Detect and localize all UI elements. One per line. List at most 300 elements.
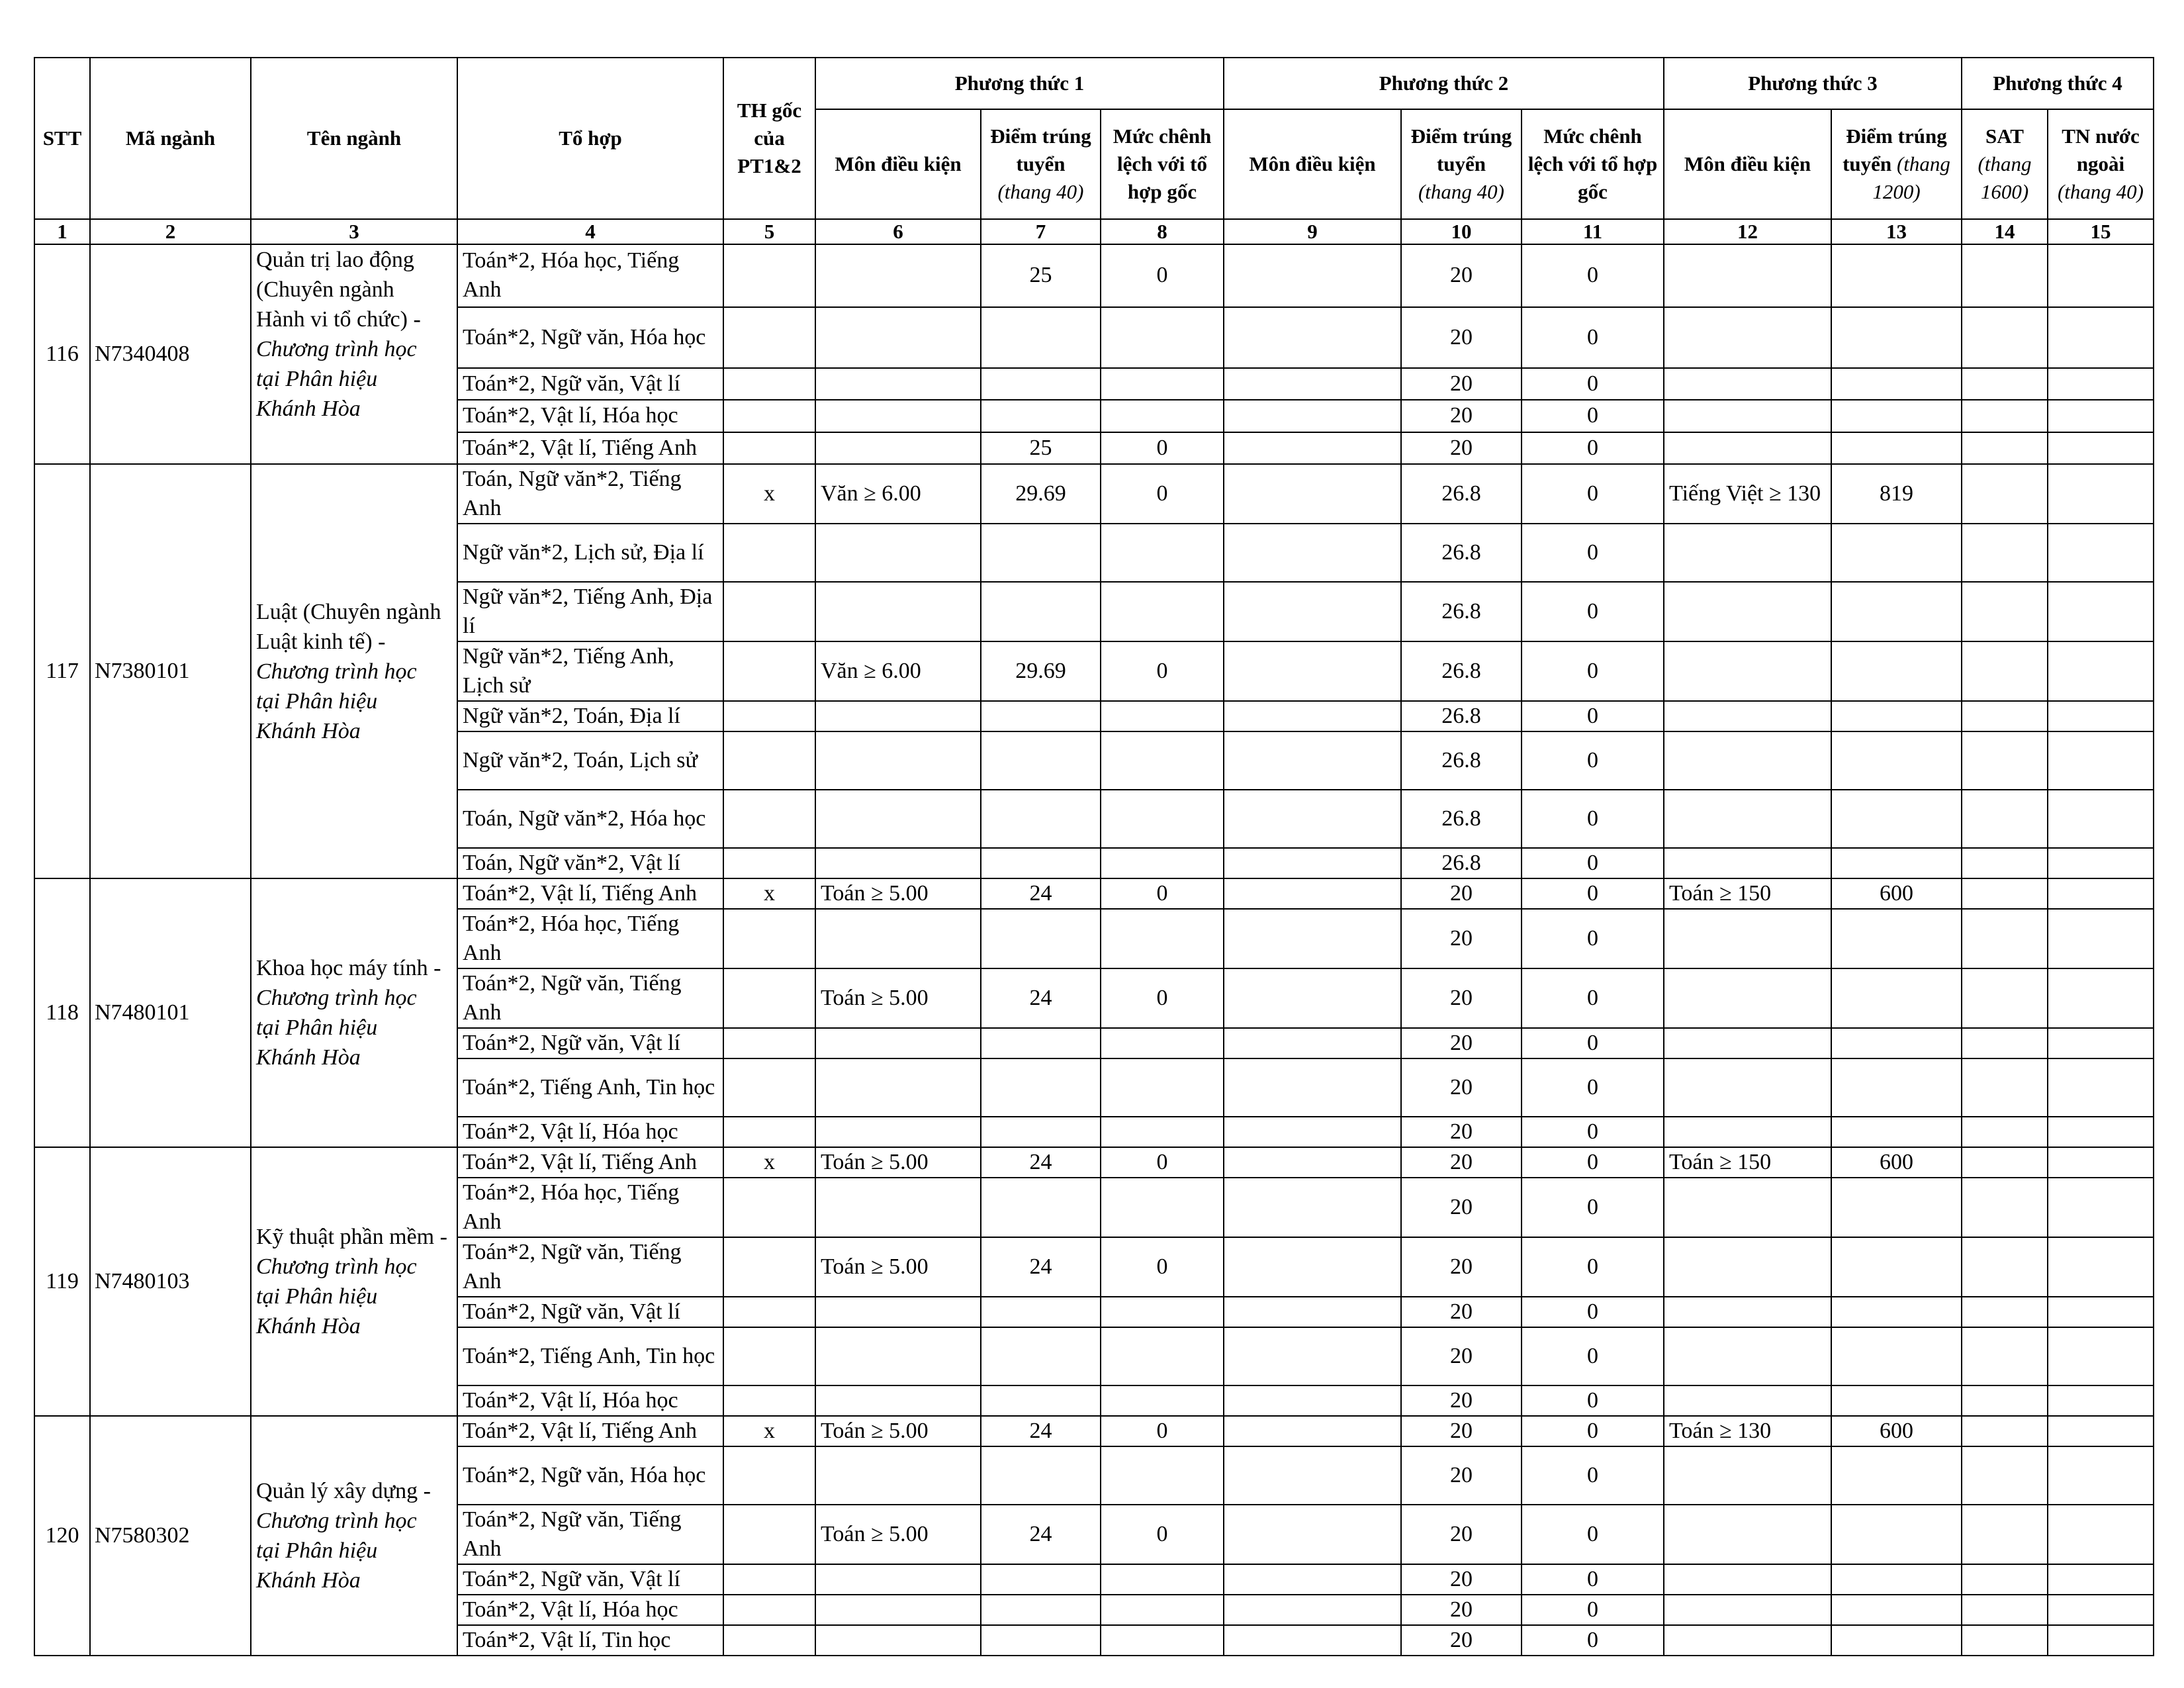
sat-score-cell bbox=[1962, 432, 2048, 464]
col-number: 12 bbox=[1664, 219, 1831, 244]
subject-combo-cell: Toán*2, Ngữ văn, Tiếng Anh bbox=[457, 1237, 723, 1297]
th-goc-mark-cell bbox=[723, 848, 815, 878]
th-goc-mark-cell bbox=[723, 1595, 815, 1625]
pt2-mon-dieu-kien-cell bbox=[1224, 878, 1401, 909]
col-number: 3 bbox=[251, 219, 457, 244]
pt1-mon-dieu-kien-cell bbox=[815, 1446, 981, 1505]
header-tn-unit: (thang 40) bbox=[2057, 180, 2144, 203]
header-to-hop: Tổ hợp bbox=[457, 58, 723, 219]
pt2-diem-cell: 26.8 bbox=[1401, 464, 1522, 524]
pt2-mon-dieu-kien-cell bbox=[1224, 1147, 1401, 1178]
pt1-mon-dieu-kien-cell: Toán ≥ 5.00 bbox=[815, 1147, 981, 1178]
table-row bbox=[34, 878, 2154, 909]
pt1-mon-dieu-kien-cell: Văn ≥ 6.00 bbox=[815, 464, 981, 524]
col-number: 8 bbox=[1101, 219, 1224, 244]
pt2-chenh-lech-cell: 0 bbox=[1522, 582, 1664, 641]
pt2-chenh-lech-cell: 0 bbox=[1522, 909, 1664, 968]
pt2-mon-dieu-kien-cell bbox=[1224, 968, 1401, 1028]
pt1-mon-dieu-kien-cell bbox=[815, 1058, 981, 1117]
pt1-mon-dieu-kien-cell: Toán ≥ 5.00 bbox=[815, 968, 981, 1028]
pt2-diem-cell: 20 bbox=[1401, 400, 1522, 432]
sat-score-cell bbox=[1962, 968, 2048, 1028]
pt2-mon-dieu-kien-cell bbox=[1224, 432, 1401, 464]
pt2-mon-dieu-kien-cell bbox=[1224, 1595, 1401, 1625]
pt1-chenh-lech-cell bbox=[1101, 1625, 1224, 1656]
pt2-mon-dieu-kien-cell bbox=[1224, 582, 1401, 641]
sat-score-cell bbox=[1962, 1505, 2048, 1564]
pt3-mon-dieu-kien-cell bbox=[1664, 909, 1831, 968]
th-goc-mark-cell bbox=[723, 1385, 815, 1416]
campus-note-line: tại Phân hiệu bbox=[256, 1015, 378, 1040]
pt2-chenh-lech-cell: 0 bbox=[1522, 1625, 1664, 1656]
tn-nuoc-ngoai-score-cell bbox=[2048, 1327, 2154, 1385]
major-name-line: Kỹ thuật phần mềm - bbox=[256, 1225, 447, 1249]
subject-combo-cell: Toán*2, Tiếng Anh, Tin học bbox=[457, 1058, 723, 1117]
pt3-mon-dieu-kien-cell: Toán ≥ 150 bbox=[1664, 1147, 1831, 1178]
campus-note-line: Khánh Hòa bbox=[256, 718, 361, 743]
subject-combo-cell: Toán*2, Ngữ văn, Tiếng Anh bbox=[457, 968, 723, 1028]
th-goc-mark-cell bbox=[723, 1297, 815, 1327]
pt2-chenh-lech-cell: 0 bbox=[1522, 400, 1664, 432]
pt2-mon-dieu-kien-cell bbox=[1224, 790, 1401, 848]
pt2-chenh-lech-cell: 0 bbox=[1522, 1147, 1664, 1178]
pt2-mon-dieu-kien-cell bbox=[1224, 400, 1401, 432]
pt1-chenh-lech-cell: 0 bbox=[1101, 1147, 1224, 1178]
pt2-mon-dieu-kien-cell bbox=[1224, 848, 1401, 878]
pt2-diem-cell: 20 bbox=[1401, 244, 1522, 307]
pt1-chenh-lech-cell bbox=[1101, 1327, 1224, 1385]
pt2-mon-dieu-kien-cell bbox=[1224, 368, 1401, 400]
pt3-mon-dieu-kien-cell bbox=[1664, 1237, 1831, 1297]
tn-nuoc-ngoai-score-cell bbox=[2048, 1385, 2154, 1416]
pt1-chenh-lech-cell bbox=[1101, 1178, 1224, 1237]
th-goc-mark-cell: x bbox=[723, 464, 815, 524]
subject-combo-cell: Toán*2, Vật lí, Tiếng Anh bbox=[457, 1416, 723, 1446]
header-pt3-diem bbox=[1831, 109, 1962, 219]
pt2-diem-cell: 20 bbox=[1401, 968, 1522, 1028]
major-name-line: Quản lý xây dựng - bbox=[256, 1479, 431, 1503]
sat-score-cell bbox=[1962, 1385, 2048, 1416]
th-goc-mark-cell bbox=[723, 582, 815, 641]
col-number: 13 bbox=[1831, 219, 1962, 244]
header-pt2-diem bbox=[1401, 109, 1522, 219]
pt2-diem-cell: 20 bbox=[1401, 1416, 1522, 1446]
pt2-chenh-lech-cell: 0 bbox=[1522, 1505, 1664, 1564]
pt1-diem-cell bbox=[981, 1327, 1101, 1385]
col-number: 15 bbox=[2048, 219, 2154, 244]
pt2-chenh-lech-cell: 0 bbox=[1522, 1178, 1664, 1237]
pt2-mon-dieu-kien-cell bbox=[1224, 1028, 1401, 1058]
pt2-mon-dieu-kien-cell bbox=[1224, 701, 1401, 731]
pt2-mon-dieu-kien-cell bbox=[1224, 524, 1401, 582]
header-tn-nuoc-ngoai bbox=[2048, 109, 2154, 219]
pt2-diem-cell: 20 bbox=[1401, 878, 1522, 909]
major-name-line: Luật kinh tế) - bbox=[256, 629, 386, 654]
th-goc-mark-cell bbox=[723, 1178, 815, 1237]
campus-note-line: tại Phân hiệu bbox=[256, 688, 378, 714]
th-goc-mark-cell bbox=[723, 1564, 815, 1595]
header-phuong-thuc-1: Phương thức 1 bbox=[815, 58, 1224, 109]
th-goc-mark-cell bbox=[723, 244, 815, 307]
th-goc-mark-cell bbox=[723, 1327, 815, 1385]
pt1-mon-dieu-kien-cell: Toán ≥ 5.00 bbox=[815, 1237, 981, 1297]
sat-score-cell bbox=[1962, 790, 2048, 848]
header-tn-label: TN nước ngoài bbox=[2062, 124, 2140, 175]
pt1-diem-cell bbox=[981, 1058, 1101, 1117]
pt1-chenh-lech-cell bbox=[1101, 368, 1224, 400]
pt1-chenh-lech-cell bbox=[1101, 1028, 1224, 1058]
pt2-mon-dieu-kien-cell bbox=[1224, 1564, 1401, 1595]
pt3-mon-dieu-kien-cell bbox=[1664, 968, 1831, 1028]
sat-score-cell bbox=[1962, 1327, 2048, 1385]
major-code-cell: N7480101 bbox=[90, 878, 251, 1147]
pt1-diem-cell: 24 bbox=[981, 1505, 1101, 1564]
pt3-mon-dieu-kien-cell bbox=[1664, 1297, 1831, 1327]
pt1-mon-dieu-kien-cell bbox=[815, 1117, 981, 1147]
tn-nuoc-ngoai-score-cell bbox=[2048, 1416, 2154, 1446]
pt1-chenh-lech-cell bbox=[1101, 701, 1224, 731]
subject-combo-cell: Ngữ văn*2, Toán, Lịch sử bbox=[457, 731, 723, 790]
pt3-diem-cell: 819 bbox=[1831, 464, 1962, 524]
major-name-line: Luật (Chuyên ngành bbox=[256, 599, 441, 624]
pt2-diem-cell: 20 bbox=[1401, 1564, 1522, 1595]
header-ten-nganh: Tên ngành bbox=[251, 58, 457, 219]
pt1-mon-dieu-kien-cell bbox=[815, 731, 981, 790]
tn-nuoc-ngoai-score-cell bbox=[2048, 1297, 2154, 1327]
pt3-diem-cell bbox=[1831, 1625, 1962, 1656]
pt3-mon-dieu-kien-cell bbox=[1664, 368, 1831, 400]
subject-combo-cell: Ngữ văn*2, Toán, Địa lí bbox=[457, 701, 723, 731]
pt3-mon-dieu-kien-cell bbox=[1664, 1058, 1831, 1117]
header-ma-nganh: Mã ngành bbox=[90, 58, 251, 219]
col-number: 14 bbox=[1962, 219, 2048, 244]
pt1-diem-cell bbox=[981, 731, 1101, 790]
major-code-cell: N7380101 bbox=[90, 464, 251, 878]
th-goc-mark-cell bbox=[723, 1058, 815, 1117]
header-sat bbox=[1962, 109, 2048, 219]
header-pt1-diem-unit: (thang 40) bbox=[997, 180, 1084, 203]
pt1-chenh-lech-cell bbox=[1101, 1446, 1224, 1505]
col-number: 9 bbox=[1224, 219, 1401, 244]
pt1-mon-dieu-kien-cell bbox=[815, 307, 981, 368]
pt1-diem-cell: 25 bbox=[981, 432, 1101, 464]
pt1-diem-cell: 24 bbox=[981, 878, 1101, 909]
pt3-mon-dieu-kien-cell bbox=[1664, 244, 1831, 307]
pt2-diem-cell: 20 bbox=[1401, 1505, 1522, 1564]
subject-combo-cell: Ngữ văn*2, Tiếng Anh, Địa lí bbox=[457, 582, 723, 641]
pt3-mon-dieu-kien-cell: Tiếng Việt ≥ 130 bbox=[1664, 464, 1831, 524]
pt3-mon-dieu-kien-cell bbox=[1664, 1564, 1831, 1595]
pt2-diem-cell: 26.8 bbox=[1401, 701, 1522, 731]
pt2-mon-dieu-kien-cell bbox=[1224, 1446, 1401, 1505]
pt3-diem-cell bbox=[1831, 1297, 1962, 1327]
pt3-mon-dieu-kien-cell bbox=[1664, 1625, 1831, 1656]
column-number-row bbox=[34, 219, 2154, 244]
subject-combo-cell: Toán*2, Vật lí, Hóa học bbox=[457, 1595, 723, 1625]
tn-nuoc-ngoai-score-cell bbox=[2048, 524, 2154, 582]
pt1-diem-cell bbox=[981, 1028, 1101, 1058]
campus-note-line: tại Phân hiệu bbox=[256, 1538, 378, 1563]
th-goc-mark-cell: x bbox=[723, 878, 815, 909]
pt1-diem-cell bbox=[981, 1625, 1101, 1656]
pt3-diem-cell bbox=[1831, 1505, 1962, 1564]
pt1-mon-dieu-kien-cell bbox=[815, 368, 981, 400]
header-pt2-mon-dieu-kien: Môn điều kiện bbox=[1224, 109, 1401, 219]
pt3-diem-cell bbox=[1831, 400, 1962, 432]
pt2-chenh-lech-cell: 0 bbox=[1522, 1564, 1664, 1595]
tn-nuoc-ngoai-score-cell bbox=[2048, 848, 2154, 878]
pt1-diem-cell: 24 bbox=[981, 1416, 1101, 1446]
pt1-diem-cell bbox=[981, 368, 1101, 400]
pt2-chenh-lech-cell: 0 bbox=[1522, 1327, 1664, 1385]
sat-score-cell bbox=[1962, 368, 2048, 400]
stt-cell: 120 bbox=[34, 1416, 90, 1656]
pt3-mon-dieu-kien-cell bbox=[1664, 524, 1831, 582]
pt3-mon-dieu-kien-cell bbox=[1664, 790, 1831, 848]
pt1-mon-dieu-kien-cell: Văn ≥ 6.00 bbox=[815, 641, 981, 701]
pt2-diem-cell: 26.8 bbox=[1401, 848, 1522, 878]
pt3-diem-cell bbox=[1831, 368, 1962, 400]
subject-combo-cell: Toán*2, Vật lí, Tiếng Anh bbox=[457, 1147, 723, 1178]
subject-combo-cell: Toán*2, Ngữ văn, Vật lí bbox=[457, 1564, 723, 1595]
header-phuong-thuc-4: Phương thức 4 bbox=[1962, 58, 2154, 109]
pt1-chenh-lech-cell: 0 bbox=[1101, 878, 1224, 909]
pt2-chenh-lech-cell: 0 bbox=[1522, 641, 1664, 701]
header-phuong-thuc-3: Phương thức 3 bbox=[1664, 58, 1962, 109]
major-name-line: (Chuyên ngành bbox=[256, 277, 394, 302]
pt1-diem-cell bbox=[981, 582, 1101, 641]
major-name-cell bbox=[251, 464, 457, 878]
pt1-chenh-lech-cell bbox=[1101, 582, 1224, 641]
pt2-diem-cell: 20 bbox=[1401, 1237, 1522, 1297]
pt3-diem-cell bbox=[1831, 1028, 1962, 1058]
pt2-diem-cell: 20 bbox=[1401, 1178, 1522, 1237]
major-code-cell: N7340408 bbox=[90, 244, 251, 464]
pt3-diem-cell bbox=[1831, 731, 1962, 790]
subject-combo-cell: Toán*2, Ngữ văn, Hóa học bbox=[457, 307, 723, 368]
pt3-mon-dieu-kien-cell bbox=[1664, 1117, 1831, 1147]
pt3-mon-dieu-kien-cell bbox=[1664, 400, 1831, 432]
pt1-chenh-lech-cell bbox=[1101, 731, 1224, 790]
pt3-mon-dieu-kien-cell bbox=[1664, 582, 1831, 641]
pt1-mon-dieu-kien-cell bbox=[815, 848, 981, 878]
pt2-chenh-lech-cell: 0 bbox=[1522, 1595, 1664, 1625]
tn-nuoc-ngoai-score-cell bbox=[2048, 464, 2154, 524]
pt1-diem-cell bbox=[981, 909, 1101, 968]
tn-nuoc-ngoai-score-cell bbox=[2048, 1237, 2154, 1297]
pt3-diem-cell bbox=[1831, 1564, 1962, 1595]
pt3-mon-dieu-kien-cell bbox=[1664, 1327, 1831, 1385]
pt1-diem-cell bbox=[981, 1564, 1101, 1595]
pt1-mon-dieu-kien-cell bbox=[815, 1385, 981, 1416]
tn-nuoc-ngoai-score-cell bbox=[2048, 1505, 2154, 1564]
col-number: 6 bbox=[815, 219, 981, 244]
subject-combo-cell: Toán*2, Tiếng Anh, Tin học bbox=[457, 1327, 723, 1385]
subject-combo-cell: Toán*2, Hóa học, Tiếng Anh bbox=[457, 1178, 723, 1237]
tn-nuoc-ngoai-score-cell bbox=[2048, 1446, 2154, 1505]
header-pt2-diem-label: Điểm trúng tuyển bbox=[1410, 124, 1512, 175]
pt3-diem-cell: 600 bbox=[1831, 1416, 1962, 1446]
subject-combo-cell: Toán, Ngữ văn*2, Vật lí bbox=[457, 848, 723, 878]
subject-combo-cell: Ngữ văn*2, Lịch sử, Địa lí bbox=[457, 524, 723, 582]
pt3-diem-cell bbox=[1831, 244, 1962, 307]
pt2-mon-dieu-kien-cell bbox=[1224, 1237, 1401, 1297]
pt2-mon-dieu-kien-cell bbox=[1224, 909, 1401, 968]
pt1-chenh-lech-cell bbox=[1101, 307, 1224, 368]
pt3-mon-dieu-kien-cell bbox=[1664, 1446, 1831, 1505]
subject-combo-cell: Toán*2, Hóa học, Tiếng Anh bbox=[457, 244, 723, 307]
pt2-chenh-lech-cell: 0 bbox=[1522, 790, 1664, 848]
pt2-mon-dieu-kien-cell bbox=[1224, 1058, 1401, 1117]
pt1-diem-cell: 25 bbox=[981, 244, 1101, 307]
pt2-mon-dieu-kien-cell bbox=[1224, 731, 1401, 790]
col-number: 5 bbox=[723, 219, 815, 244]
pt2-diem-cell: 20 bbox=[1401, 1147, 1522, 1178]
sat-score-cell bbox=[1962, 1297, 2048, 1327]
pt2-chenh-lech-cell: 0 bbox=[1522, 1058, 1664, 1117]
pt2-diem-cell: 20 bbox=[1401, 1297, 1522, 1327]
pt1-chenh-lech-cell bbox=[1101, 909, 1224, 968]
pt1-chenh-lech-cell: 0 bbox=[1101, 432, 1224, 464]
pt3-diem-cell bbox=[1831, 1327, 1962, 1385]
th-goc-mark-cell bbox=[723, 1446, 815, 1505]
subject-combo-cell: Ngữ văn*2, Tiếng Anh, Lịch sử bbox=[457, 641, 723, 701]
col-number: 4 bbox=[457, 219, 723, 244]
campus-note-line: Chương trình học bbox=[256, 659, 417, 684]
col-number: 2 bbox=[90, 219, 251, 244]
pt2-mon-dieu-kien-cell bbox=[1224, 1385, 1401, 1416]
pt3-diem-cell bbox=[1831, 1595, 1962, 1625]
pt2-chenh-lech-cell: 0 bbox=[1522, 524, 1664, 582]
header-th-goc: TH gốc của PT1&2 bbox=[723, 58, 815, 219]
subject-combo-cell: Toán*2, Vật lí, Tiếng Anh bbox=[457, 878, 723, 909]
pt2-chenh-lech-cell: 0 bbox=[1522, 1416, 1664, 1446]
sat-score-cell bbox=[1962, 1058, 2048, 1117]
pt3-mon-dieu-kien-cell bbox=[1664, 1178, 1831, 1237]
pt1-mon-dieu-kien-cell bbox=[815, 432, 981, 464]
pt1-mon-dieu-kien-cell bbox=[815, 1625, 981, 1656]
pt3-diem-cell bbox=[1831, 790, 1962, 848]
pt2-chenh-lech-cell: 0 bbox=[1522, 731, 1664, 790]
pt2-diem-cell: 26.8 bbox=[1401, 582, 1522, 641]
header-pt3-diem-label: Điểm trúng tuyển bbox=[1843, 124, 1947, 175]
pt2-mon-dieu-kien-cell bbox=[1224, 244, 1401, 307]
subject-combo-cell: Toán*2, Vật lí, Tin học bbox=[457, 1625, 723, 1656]
pt1-mon-dieu-kien-cell bbox=[815, 790, 981, 848]
header-pt3-mon-dieu-kien: Môn điều kiện bbox=[1664, 109, 1831, 219]
header-sat-unit: (thang 1600) bbox=[1978, 152, 2032, 203]
pt1-chenh-lech-cell bbox=[1101, 1117, 1224, 1147]
pt3-diem-cell bbox=[1831, 848, 1962, 878]
pt1-diem-cell bbox=[981, 1297, 1101, 1327]
pt1-chenh-lech-cell bbox=[1101, 848, 1224, 878]
major-code-cell: N7480103 bbox=[90, 1147, 251, 1416]
pt2-diem-cell: 26.8 bbox=[1401, 524, 1522, 582]
subject-combo-cell: Toán*2, Ngữ văn, Hóa học bbox=[457, 1446, 723, 1505]
header-phuong-thuc-2: Phương thức 2 bbox=[1224, 58, 1664, 109]
pt2-diem-cell: 20 bbox=[1401, 1595, 1522, 1625]
major-name-cell bbox=[251, 1147, 457, 1416]
tn-nuoc-ngoai-score-cell bbox=[2048, 1117, 2154, 1147]
sat-score-cell bbox=[1962, 1625, 2048, 1656]
sat-score-cell bbox=[1962, 878, 2048, 909]
pt1-diem-cell: 29.69 bbox=[981, 464, 1101, 524]
tn-nuoc-ngoai-score-cell bbox=[2048, 244, 2154, 307]
header-pt3-diem-unit: (thang 1200) bbox=[1872, 152, 1950, 203]
pt2-mon-dieu-kien-cell bbox=[1224, 1178, 1401, 1237]
pt2-chenh-lech-cell: 0 bbox=[1522, 1028, 1664, 1058]
pt1-diem-cell bbox=[981, 790, 1101, 848]
tn-nuoc-ngoai-score-cell bbox=[2048, 1147, 2154, 1178]
tn-nuoc-ngoai-score-cell bbox=[2048, 641, 2154, 701]
col-number: 1 bbox=[34, 219, 90, 244]
pt3-diem-cell: 600 bbox=[1831, 1147, 1962, 1178]
pt1-diem-cell bbox=[981, 701, 1101, 731]
subject-combo-cell: Toán*2, Vật lí, Tiếng Anh bbox=[457, 432, 723, 464]
campus-note-line: Chương trình học bbox=[256, 1254, 417, 1279]
major-name-line: Hành vi tổ chức) - bbox=[256, 307, 421, 332]
pt1-chenh-lech-cell bbox=[1101, 400, 1224, 432]
tn-nuoc-ngoai-score-cell bbox=[2048, 731, 2154, 790]
header-pt1-chenh-lech: Mức chênh lệch với tổ hợp gốc bbox=[1101, 109, 1224, 219]
table-row bbox=[34, 464, 2154, 524]
pt2-mon-dieu-kien-cell bbox=[1224, 1505, 1401, 1564]
admission-table bbox=[34, 57, 2154, 1656]
pt3-diem-cell bbox=[1831, 432, 1962, 464]
pt1-diem-cell: 24 bbox=[981, 968, 1101, 1028]
pt1-mon-dieu-kien-cell bbox=[815, 1028, 981, 1058]
pt3-mon-dieu-kien-cell bbox=[1664, 1028, 1831, 1058]
pt1-chenh-lech-cell: 0 bbox=[1101, 1505, 1224, 1564]
table-row bbox=[34, 1147, 2154, 1178]
sat-score-cell bbox=[1962, 701, 2048, 731]
pt2-mon-dieu-kien-cell bbox=[1224, 1117, 1401, 1147]
pt1-mon-dieu-kien-cell bbox=[815, 1564, 981, 1595]
pt1-chenh-lech-cell: 0 bbox=[1101, 641, 1224, 701]
pt2-chenh-lech-cell: 0 bbox=[1522, 244, 1664, 307]
tn-nuoc-ngoai-score-cell bbox=[2048, 1178, 2154, 1237]
col-number: 7 bbox=[981, 219, 1101, 244]
pt3-diem-cell bbox=[1831, 1237, 1962, 1297]
pt3-diem-cell bbox=[1831, 641, 1962, 701]
pt1-diem-cell: 29.69 bbox=[981, 641, 1101, 701]
subject-combo-cell: Toán, Ngữ văn*2, Hóa học bbox=[457, 790, 723, 848]
pt1-mon-dieu-kien-cell bbox=[815, 400, 981, 432]
pt2-chenh-lech-cell: 0 bbox=[1522, 968, 1664, 1028]
pt1-chenh-lech-cell: 0 bbox=[1101, 464, 1224, 524]
major-name-line: Quản trị lao động bbox=[256, 248, 414, 272]
pt2-mon-dieu-kien-cell bbox=[1224, 1327, 1401, 1385]
pt3-mon-dieu-kien-cell bbox=[1664, 1385, 1831, 1416]
pt1-chenh-lech-cell: 0 bbox=[1101, 1237, 1224, 1297]
th-goc-mark-cell bbox=[723, 524, 815, 582]
pt1-mon-dieu-kien-cell bbox=[815, 909, 981, 968]
tn-nuoc-ngoai-score-cell bbox=[2048, 1028, 2154, 1058]
pt3-diem-cell bbox=[1831, 909, 1962, 968]
tn-nuoc-ngoai-score-cell bbox=[2048, 968, 2154, 1028]
pt1-mon-dieu-kien-cell bbox=[815, 701, 981, 731]
pt2-diem-cell: 26.8 bbox=[1401, 731, 1522, 790]
pt3-diem-cell bbox=[1831, 1117, 1962, 1147]
tn-nuoc-ngoai-score-cell bbox=[2048, 307, 2154, 368]
major-name-cell bbox=[251, 1416, 457, 1656]
pt1-chenh-lech-cell: 0 bbox=[1101, 244, 1224, 307]
major-code-cell: N7580302 bbox=[90, 1416, 251, 1656]
header-pt2-chenh-lech: Mức chênh lệch với tổ hợp gốc bbox=[1522, 109, 1664, 219]
pt2-mon-dieu-kien-cell bbox=[1224, 1416, 1401, 1446]
pt1-diem-cell bbox=[981, 400, 1101, 432]
pt3-mon-dieu-kien-cell bbox=[1664, 641, 1831, 701]
